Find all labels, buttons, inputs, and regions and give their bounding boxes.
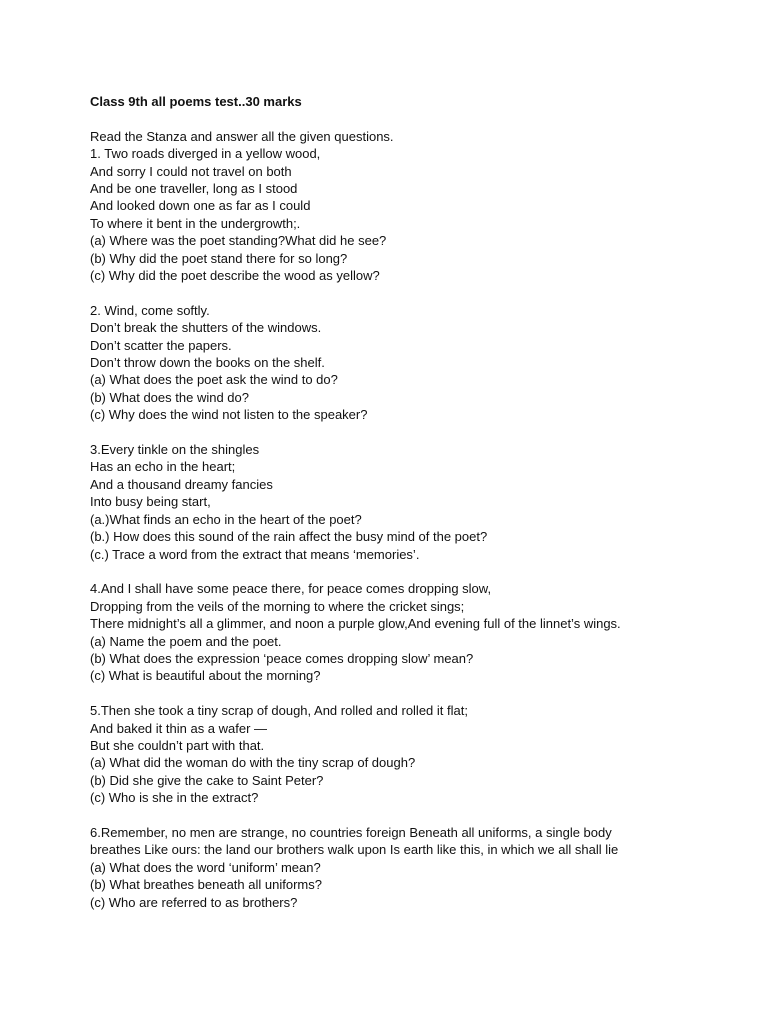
text-line: Don’t scatter the papers. [90,337,232,353]
text-line: And sorry I could not travel on both [90,163,292,179]
document-title: Class 9th all poems test..30 marks [90,94,302,109]
question-block [90,702,750,806]
text-line: (c) Who is she in the extract? [90,790,259,806]
text-line: (a) What does the word ‘uniform’ mean? [90,859,321,875]
text-line: Don’t throw down the books on the shelf. [90,355,325,371]
text-line: And be one traveller, long as I stood [90,181,298,197]
text-line: (a) What does the poet ask the wind to do? [90,372,338,388]
text-line: (b) What does the expression ‘peace comes dropping slow’ mean? [90,650,474,666]
text-line: (b) What breathes beneath all uniforms? [90,877,322,893]
text-line: And looked down one as far as I could [90,198,311,214]
text-line: (c.) Trace a word from the extract that means ‘memories’. [90,546,420,562]
text-line: 1. Two roads diverged in a yellow wood, [90,146,321,162]
text-line: 5.Then she took a tiny scrap of dough, And rolled and rolled it flat; [90,703,468,719]
text-line: (b) Why did the poet stand there for so long? [90,250,348,266]
questions-container [90,145,750,911]
document-page [90,93,750,928]
text-line: (a) Where was the poet standing?What did he see? [90,233,387,249]
text-line: 3.Every tinkle on the shingles [90,442,260,458]
text-line: 6.Remember, no men are strange, no countries foreign Beneath all uniforms, a single body [90,824,612,840]
text-line: (a) What did the woman do with the tiny scrap of dough? [90,755,416,771]
text-line: (b) What does the wind do? [90,389,249,405]
text-line: Has an echo in the heart; [90,459,236,475]
text-line: 2. Wind, come softly. [90,302,210,318]
question-block [90,145,750,284]
text-line: (b.) How does this sound of the rain affect the busy mind of the poet? [90,529,488,545]
text-line: (a) Name the poem and the poet. [90,633,282,649]
text-line: breathes Like ours: the land our brothers walk upon Is earth like this, in which we all shall lie [90,842,619,858]
text-line: And baked it thin as a wafer — [90,720,268,736]
text-line: And a thousand dreamy fancies [90,476,273,492]
text-line: (c) Why does the wind not listen to the speaker? [90,407,368,423]
text-line: Don’t break the shutters of the windows. [90,320,322,336]
question-block [90,580,750,684]
text-line: (c) Who are referred to as brothers? [90,894,298,910]
text-line: There midnight’s all a glimmer, and noon a purple glow,And evening full of the linnet’s wings. [90,616,621,632]
text-line: Dropping from the veils of the morning to where the cricket sings; [90,598,465,614]
question-block [90,824,750,911]
text-line: (c) What is beautiful about the morning? [90,668,321,684]
instructions-text: Read the Stanza and answer all the given questions. [90,128,394,144]
text-line: (c) Why did the poet describe the wood as yellow? [90,268,380,284]
text-line: 4.And I shall have some peace there, for peace comes dropping slow, [90,581,492,597]
text-line: Into busy being start, [90,494,211,510]
text-line: But she couldn’t part with that. [90,737,265,753]
text-line: To where it bent in the undergrowth;. [90,215,301,231]
question-block [90,441,750,563]
text-line: (b) Did she give the cake to Saint Peter? [90,772,324,788]
text-line: (a.)What finds an echo in the heart of the poet? [90,511,362,527]
question-block [90,302,750,424]
